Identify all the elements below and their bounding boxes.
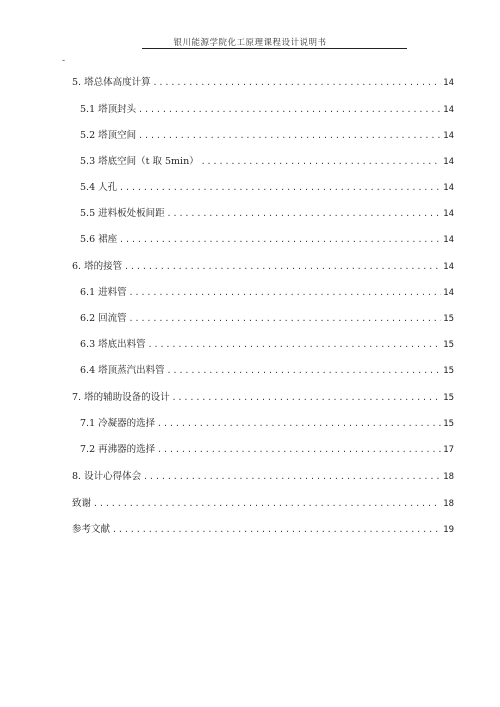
toc-entry-5-4[interactable] (80, 181, 454, 195)
toc-entry-label: 致谢 (72, 498, 92, 509)
toc-page-number: 15 (443, 419, 454, 429)
toc-page-number: 18 (443, 472, 454, 482)
toc-entry-6-4[interactable] (80, 364, 454, 378)
toc-entry-label: 6. 塔的接管 (72, 261, 123, 272)
toc-page-number: 14 (443, 209, 454, 219)
toc-entry-label: 参考文献 (72, 524, 111, 535)
toc-entry-7-2[interactable] (80, 443, 454, 457)
toc-entry-label: 7. 塔的辅助设备的设计 (72, 392, 170, 403)
toc-entry-label: 5.5 进料板处板间距 (80, 208, 165, 219)
toc-page-number: 14 (443, 235, 454, 245)
toc-dot-leader (119, 181, 441, 195)
toc-entry-6[interactable] (72, 260, 454, 274)
toc-dot-leader (112, 523, 441, 537)
toc-entry-5-3[interactable] (80, 155, 454, 169)
toc-entry-5-2[interactable] (80, 129, 454, 143)
toc-dot-leader (93, 497, 441, 511)
toc-entry-label: 5. 塔总体高度计算 (72, 77, 151, 88)
toc-page-number: 15 (443, 393, 454, 403)
toc-dot-leader (157, 417, 441, 431)
toc-dot-leader (167, 207, 442, 221)
toc-entry-label: 5.2 塔顶空间 (80, 130, 137, 141)
toc-entry-5[interactable] (72, 76, 454, 90)
toc-dot-leader (201, 155, 441, 169)
toc-page-number: 17 (443, 445, 454, 455)
toc-dot-leader (153, 76, 442, 90)
toc-page-number: 15 (443, 340, 454, 350)
toc-dot-leader (167, 364, 442, 378)
toc-page-number: 18 (443, 499, 454, 509)
toc-dot-leader (129, 312, 442, 326)
toc-page-number: 14 (443, 78, 454, 88)
toc-page-number: 14 (443, 105, 454, 115)
toc-entry-5-1[interactable] (80, 103, 454, 117)
toc-page-number: 14 (443, 131, 454, 141)
toc-page-number: 19 (443, 525, 454, 535)
top-mark: - (62, 56, 66, 66)
toc-entry-label: 6.4 塔顶蒸汽出料管 (80, 365, 165, 376)
toc-entry-label: 5.1 塔顶封头 (80, 104, 137, 115)
toc-dot-leader (124, 260, 441, 274)
toc-entry-references[interactable] (72, 523, 454, 537)
toc-entry-6-1[interactable] (80, 286, 454, 300)
toc-entry-6-2[interactable] (80, 312, 454, 326)
toc-entry-5-5[interactable] (80, 207, 454, 221)
toc-entry-6-3[interactable] (80, 338, 454, 352)
toc-page-number: 15 (443, 314, 454, 324)
toc-dot-leader (129, 286, 442, 300)
toc-dot-leader (143, 470, 441, 484)
toc-dot-leader (148, 338, 442, 352)
toc-entry-label: 8. 设计心得体会 (72, 471, 142, 482)
toc-entry-label: 6.1 进料管 (80, 287, 127, 298)
toc-dot-leader (172, 391, 442, 405)
page-header-title: 银川能源学院化工原理课程设计说明书 (173, 38, 327, 48)
toc-dot-leader (138, 129, 441, 143)
toc-entry-label: 5.3 塔底空间（t 取 5min） (80, 156, 199, 167)
toc-entry-7[interactable] (72, 391, 454, 405)
toc-dot-leader (138, 103, 441, 117)
toc-entry-label: 7.2 再沸器的选择 (80, 444, 156, 455)
toc-page-number: 15 (443, 366, 454, 376)
toc-entry-label: 5.6 裙座 (80, 234, 118, 245)
toc-dot-leader (119, 233, 441, 247)
toc-entry-label: 6.3 塔底出料管 (80, 339, 146, 350)
toc-entry-acknowledgements[interactable] (72, 497, 454, 511)
toc-page-number: 14 (443, 288, 454, 298)
toc-entry-8[interactable] (72, 470, 454, 484)
toc-page-number: 14 (443, 262, 454, 272)
toc-entry-label: 7.1 冷凝器的选择 (80, 418, 156, 429)
toc-entry-label: 6.2 回流管 (80, 313, 127, 324)
toc-dot-leader (157, 443, 441, 457)
toc-entry-5-6[interactable] (80, 233, 454, 247)
toc-entry-7-1[interactable] (80, 417, 454, 431)
toc-page-number: 14 (443, 183, 454, 193)
toc-entry-label: 5.4 人孔 (80, 182, 118, 193)
toc-page-number: 14 (443, 157, 454, 167)
